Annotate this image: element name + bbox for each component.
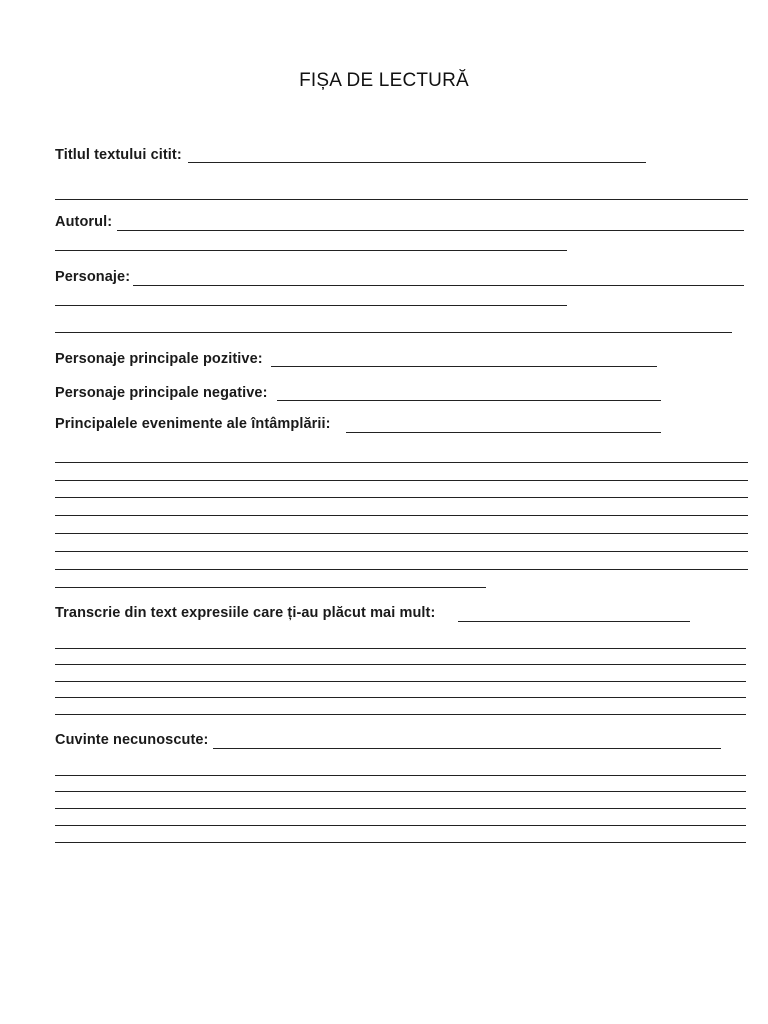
characters-input-line[interactable] [133,285,744,286]
unknown-words-line[interactable] [55,808,746,809]
events-line[interactable] [55,497,748,498]
unknown-words-line[interactable] [55,791,746,792]
author-label: Autorul: [55,214,113,230]
title-input-line[interactable] [188,162,646,163]
negative-characters-label: Personaje principale negative: [55,385,268,401]
positive-characters-input-line[interactable] [271,366,657,367]
unknown-words-label: Cuvinte necunoscute: [55,732,209,748]
unknown-words-line[interactable] [55,842,746,843]
expressions-line[interactable] [55,681,746,682]
positive-characters-label: Personaje principale pozitive: [55,351,263,367]
events-input-line[interactable] [346,432,661,433]
author-input-line-2[interactable] [55,250,567,251]
expressions-input-line[interactable] [458,621,690,622]
unknown-words-line[interactable] [55,825,746,826]
events-line-last[interactable] [55,587,486,588]
expressions-line[interactable] [55,714,746,715]
expressions-line[interactable] [55,664,746,665]
characters-label: Personaje: [55,269,131,285]
expressions-label: Transcrie din text expresiile care ți-au plăcut mai mult: [55,605,436,621]
events-line[interactable] [55,533,748,534]
unknown-words-input-line[interactable] [213,748,721,749]
expressions-line[interactable] [55,648,746,649]
events-line[interactable] [55,515,748,516]
page-title: FIȘA DE LECTURĂ [299,70,469,91]
expressions-line[interactable] [55,697,746,698]
events-line[interactable] [55,480,748,481]
characters-input-line-3[interactable] [55,332,732,333]
events-line[interactable] [55,569,748,570]
title-input-line-2[interactable] [55,199,748,200]
title-label: Titlul textului citit: [55,147,182,163]
events-line[interactable] [55,551,748,552]
characters-input-line-2[interactable] [55,305,567,306]
events-line[interactable] [55,462,748,463]
negative-characters-input-line[interactable] [277,400,661,401]
events-label: Principalele evenimente ale întâmplării: [55,416,331,432]
author-input-line[interactable] [117,230,744,231]
unknown-words-line[interactable] [55,775,746,776]
